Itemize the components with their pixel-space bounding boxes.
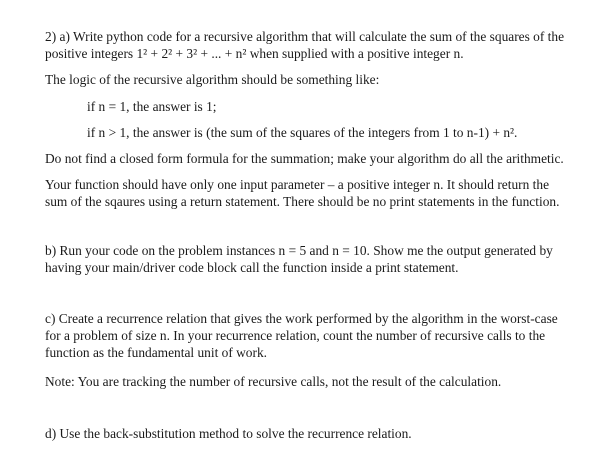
part-d-line-1: d) Use the back-substitution method to solve the recurrence relation.: [45, 426, 412, 441]
recursive-case: if n > 1, the answer is (the sum of the squares of the integers from 1 to n-1) + n².: [87, 125, 518, 140]
function-requirement-line-1: Your function should have only one input parameter – a positive integer n. It should return the: [45, 177, 550, 192]
part-c-line-2: for a problem of size n. In your recurrence relation, count the number of recursive calls to the: [45, 328, 546, 343]
part-c-line-1: c) Create a recurrence relation that gives the work performed by the algorithm in the worst-case: [45, 311, 558, 326]
function-requirement-line-2: sum of the sqaures using a return statement. There should be no print statements in the function.: [45, 194, 560, 209]
part-b-line-1: b) Run your code on the problem instances n = 5 and n = 10. Show me the output generated by: [45, 243, 553, 258]
logic-intro: The logic of the recursive algorithm should be something like:: [45, 72, 380, 87]
no-closed-form-instruction: Do not find a closed form formula for the summation; make your algorithm do all the arithmetic.: [45, 151, 564, 166]
part-a-question-line-2: positive integers 1² + 2² + 3² + ... + n² when supplied with a positive integer n.: [45, 46, 464, 61]
part-b-line-2: having your main/driver code block call the function inside a print statement.: [45, 260, 459, 275]
base-case: if n = 1, the answer is 1;: [87, 99, 217, 114]
part-a-question-line-1: 2) a) Write python code for a recursive algorithm that will calculate the sum of the squares of the: [45, 29, 565, 44]
part-c-note: Note: You are tracking the number of recursive calls, not the result of the calculation.: [45, 374, 502, 389]
part-c-line-3: function as the fundamental unit of work.: [45, 345, 268, 360]
